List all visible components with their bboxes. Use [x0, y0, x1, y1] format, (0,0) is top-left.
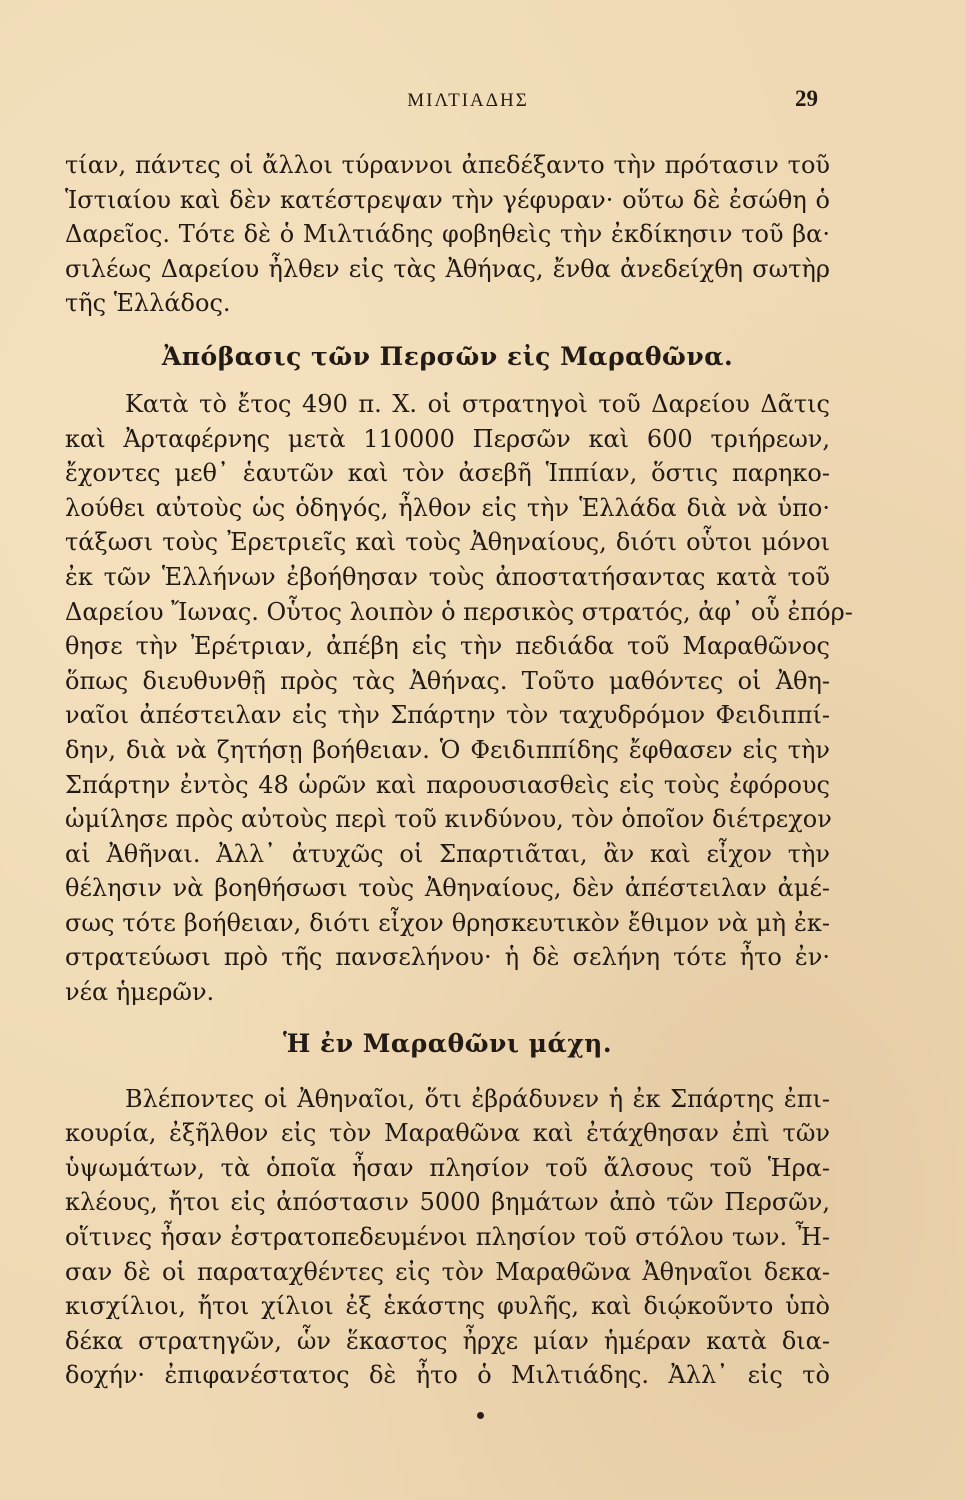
text-line: δην, διὰ νὰ ζητήσῃ βοήθειαν. Ὁ Φειδιππίδης ἔφθασεν εἰς τὴν	[65, 735, 830, 764]
text-line: ὅπως διευθυνθῇ πρὸς τὰς Ἀθήνας. Τοῦτο μαθόντες οἱ Ἀθη-	[65, 666, 830, 695]
text-line: Σπάρτην ἐντὸς 48 ὡρῶν καὶ παρουσιασθεὶς εἰς τοὺς ἐφόρους	[65, 770, 830, 799]
text-line: τίαν, πάντες οἱ ἄλλοι τύραννοι ἀπεδέξαντο τὴν πρότασιν τοῦ	[65, 151, 830, 179]
text-line: λούθει αὐτοὺς ὡς ὁδηγός, ἦλθον εἰς τὴν Ἑλλάδα διὰ νὰ ὑπο·	[65, 493, 830, 522]
text-line: Δαρεῖος. Τότε δὲ ὁ Μιλτιάδης φοβηθεὶς τὴν ἐκδίκησιν τοῦ βα·	[65, 220, 830, 249]
text-line: κουρία, ἐξῆλθον εἰς τὸν Μαραθῶνα καὶ ἐτάχθησαν ἐπὶ τῶν	[65, 1119, 830, 1148]
text-line: Βλέποντες οἱ Ἀθηναῖοι, ὅτι ἐβράδυνεν ἡ ἐκ Σπάρτης ἐπι-	[125, 1084, 830, 1113]
page-number: 29	[795, 86, 818, 111]
text-line: ὡμίλησε πρὸς αὐτοὺς περὶ τοῦ κινδύνου, τὸν ὁποῖον διέτρεχον	[65, 805, 832, 834]
section-heading: Ἀπόβασις τῶν Περσῶν εἰς Μαραθῶνα.	[161, 341, 734, 371]
text-line: ναῖοι ἀπέστειλαν εἰς τὴν Σπάρτην τὸν ταχυδρόμον Φειδιππί-	[65, 701, 830, 730]
text-line: Ἱστιαίου καὶ δὲν κατέστρεψαν τὴν γέφυραν· οὕτω δὲ ἐσώθη ὁ	[65, 185, 830, 214]
body-text	[65, 148, 853, 1393]
text-line: σως τότε βοήθειαν, διότι εἶχον θρησκευτικὸν ἔθιμον νὰ μὴ ἐκ-	[65, 908, 830, 937]
text-line: θέλησιν νὰ βοηθήσωσι τοὺς Ἀθηναίους, δὲν ἀπέστειλαν ἀμέ-	[65, 874, 830, 903]
text-line: ἐκ τῶν Ἑλλήνων ἐβοήθησαν τοὺς ἀποστατήσαντας κατὰ τοῦ	[65, 562, 830, 591]
text-line: ὑψωμάτων, τὰ ὁποῖα ἦσαν πλησίον τοῦ ἄλσους τοῦ Ἡρα-	[65, 1153, 830, 1182]
text-line: οἵτινες ἦσαν ἐστρατοπεδευμένοι πλησίον τοῦ στόλου των. Ἦ-	[65, 1223, 830, 1252]
text-line: τῆς Ἑλλάδος.	[65, 289, 231, 318]
text-line: σαν δὲ οἱ παραταχθέντες εἰς τὸν Μαραθῶνα Ἀθηναῖοι δεκα-	[65, 1257, 830, 1286]
text-line: νέα ἡμερῶν.	[65, 978, 215, 1007]
text-line: Κατὰ τὸ ἔτος 490 π. Χ. οἱ στρατηγοὶ τοῦ Δαρείου Δᾶτις	[125, 389, 830, 418]
text-line: καὶ Ἀρταφέρνης μετὰ 110000 Περσῶν καὶ 600 τριήρεων,	[65, 424, 830, 453]
text-line: δέκα στρατηγῶν, ὧν ἕκαστος ἦρχε μίαν ἡμέραν κατὰ δια-	[65, 1326, 830, 1355]
running-title: ΜΙΛΤΙΑΔΗΣ	[407, 90, 529, 111]
text-line: στρατεύωσι πρὸ τῆς πανσελήνου· ἡ δὲ σελήνη τότε ἦτο ἐν·	[65, 943, 830, 972]
text-line: σιλέως Δαρείου ἦλθεν εἰς τὰς Ἀθήνας, ἔνθα ἀνεδείχθη σωτὴρ	[65, 254, 830, 283]
text-line: ἔχοντες μεθ᾽ ἑαυτῶν καὶ τὸν ἀσεβῆ Ἱππίαν, ὅστις παρηκο-	[65, 459, 830, 488]
text-line: κισχίλιοι, ἤτοι χίλιοι ἐξ ἑκάστης φυλῆς, καὶ διῴκοῦντο ὑπὸ	[65, 1292, 830, 1321]
text-line: δοχήν· ἐπιφανέστατος δὲ ἦτο ὁ Μιλτιάδης. Ἀλλ᾽ εἰς τὸ	[65, 1361, 830, 1390]
text-line: κλέους, ἤτοι εἰς ἀπόστασιν 5000 βημάτων ἀπὸ τῶν Περσῶν,	[65, 1188, 830, 1217]
text-line: αἱ Ἀθῆναι. Ἀλλ᾽ ἀτυχῶς οἱ Σπαρτιᾶται, ἂν καὶ εἶχον τὴν	[65, 839, 830, 868]
printer-mark	[477, 1412, 484, 1419]
text-line: Δαρείου Ἴωνας. Οὗτος λοιπὸν ὁ περσικὸς στρατός, ἀφ᾽ οὗ ἐπόρ-	[65, 597, 853, 626]
running-header	[118, 86, 818, 116]
text-line: τάξωσι τοὺς Ἐρετριεῖς καὶ τοὺς Ἀθηναίους, διότι οὗτοι μόνοι	[65, 528, 830, 557]
text-line: θησε τὴν Ἐρέτριαν, ἀπέβη εἰς τὴν πεδιάδα τοῦ Μαραθῶνος	[65, 632, 830, 661]
section-heading: Ἡ ἐν Μαραθῶνι μάχη.	[282, 1028, 613, 1058]
